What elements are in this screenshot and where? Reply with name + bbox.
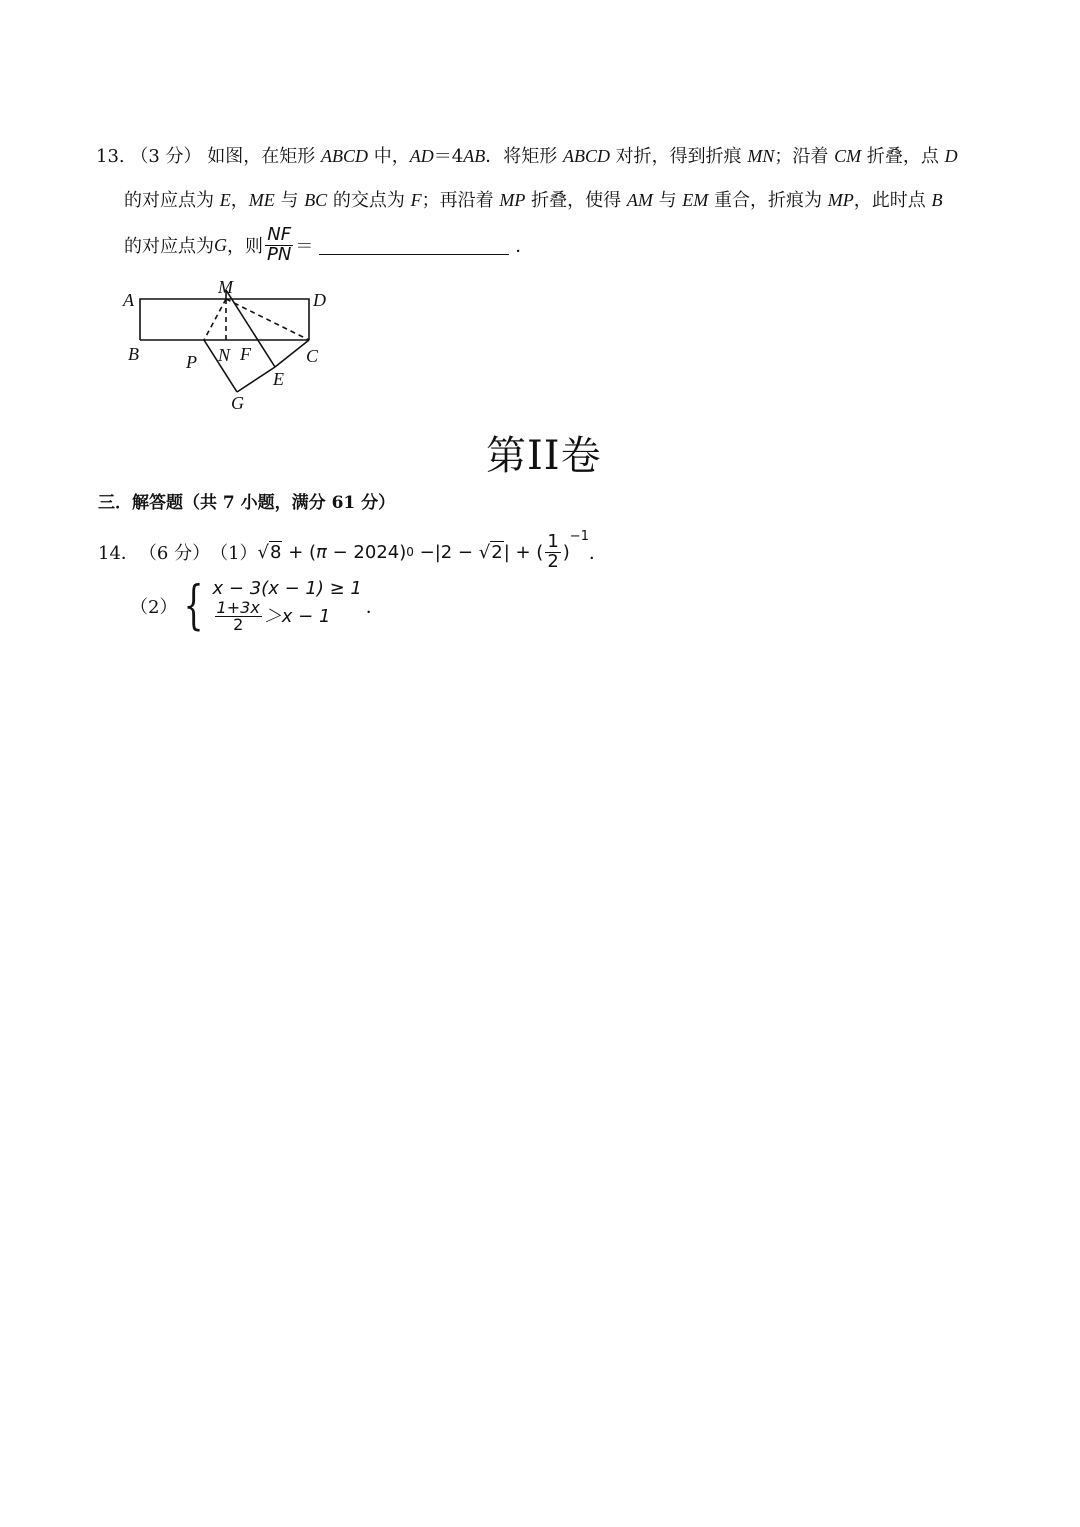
text: 如图，在矩形 [207, 146, 322, 167]
var: BC [304, 190, 328, 210]
expr: ) [562, 541, 570, 563]
inequality-1: x − 3(x − 1) ≥ 1 [212, 578, 362, 599]
q14-line1 [98, 528, 607, 572]
label-C: C [306, 346, 319, 366]
period: ． [365, 597, 384, 619]
fraction-numerator: 1+3x [216, 597, 260, 617]
var: ABCD [562, 146, 610, 166]
sqrt-sign: √ [478, 541, 491, 563]
exponent: −1 [569, 528, 589, 544]
sqrt-sign: √ [257, 541, 270, 563]
q14-number: 14． [98, 543, 139, 565]
inequality-fraction [215, 597, 262, 635]
q13-points: （3 分） [130, 146, 202, 167]
var: EM [682, 190, 709, 210]
period: ． [588, 543, 607, 565]
exponent: 0 [406, 545, 414, 560]
q14-points: （6 分） [138, 543, 211, 565]
text: 与 [652, 190, 683, 211]
label-A: A [123, 290, 134, 310]
text: 折叠，点 [861, 146, 945, 167]
rect-left-top [140, 299, 309, 340]
fraction-numerator: NF [267, 224, 292, 245]
line-fe [275, 340, 309, 367]
label-D: D [313, 290, 326, 310]
text: 重合，折痕为 [708, 190, 828, 211]
label-E: E [273, 369, 284, 389]
text: ．将矩形 [485, 146, 563, 167]
text: 的交点为 [327, 190, 411, 211]
expr: + ( [282, 541, 317, 563]
text: ；再沿着 [421, 190, 500, 211]
var: B [931, 190, 943, 210]
text: ；沿着 [774, 146, 835, 167]
text: 中， [368, 146, 410, 167]
fraction-numerator: 1 [547, 531, 559, 552]
text: ，此时点 [853, 190, 932, 211]
fraction-denominator: 2 [233, 615, 244, 635]
text: ＝4 [433, 146, 464, 167]
text: 与 [274, 190, 305, 211]
equals-sign: ＝ [295, 236, 314, 258]
label-M: M [218, 277, 233, 297]
pi-symbol: π [316, 541, 327, 563]
var: AD [409, 146, 434, 166]
inequality-system [177, 576, 362, 637]
q14-part1-label: （1） [210, 543, 258, 565]
var: F [410, 190, 422, 210]
answer-blank[interactable] [319, 236, 509, 255]
expr: −|2 − [413, 541, 479, 563]
text: ， [230, 190, 249, 211]
var: ME [248, 190, 275, 210]
q14-line2 [130, 576, 384, 637]
sqrt-radicand: 8 [270, 542, 282, 564]
fraction-denominator: PN [267, 243, 292, 265]
period: ． [515, 236, 534, 258]
label-B: B [128, 344, 139, 364]
expr: − 2024) [326, 541, 407, 563]
q13-figure [118, 276, 338, 416]
var: ABCD [321, 146, 369, 166]
var: CM [834, 146, 862, 166]
fraction-denominator: 2 [547, 550, 559, 572]
inequality-rhs: ＞x − 1 [263, 606, 331, 628]
q13-number: 13. [96, 146, 125, 167]
var: MP [827, 190, 854, 210]
label-N: N [218, 345, 231, 365]
var: MN [747, 146, 775, 166]
q14-part2-label: （2） [130, 597, 178, 619]
var: MP [499, 190, 526, 210]
var: E [219, 190, 231, 210]
section-title: 三．解答题（共 7 小题，满分 61 分） [98, 493, 396, 513]
var: G [214, 234, 227, 255]
left-brace-icon: { [184, 576, 204, 637]
label-G: G [231, 393, 244, 413]
line-mc-dashed [226, 299, 309, 340]
q13-line2 [124, 186, 942, 212]
line-ge [237, 367, 275, 392]
line-mp-dashed [204, 299, 226, 340]
expr: | + ( [503, 541, 544, 563]
volume-title: 第II卷 [486, 433, 602, 479]
var: AM [626, 190, 653, 210]
sqrt-radicand: 2 [491, 542, 503, 564]
inequality-2 [213, 597, 362, 635]
label-F: F [240, 344, 251, 364]
q13-line3 [124, 226, 533, 265]
text: ，则 [227, 236, 263, 258]
var: D [944, 146, 958, 166]
ratio-fraction [265, 226, 293, 265]
label-P: P [186, 352, 197, 372]
q13-line1 [96, 142, 958, 168]
text: 对折，得到折痕 [609, 146, 748, 167]
text: 的对应点为 [124, 236, 214, 258]
half-fraction [545, 533, 560, 572]
var: AB [463, 146, 486, 166]
text: 的对应点为 [124, 190, 220, 211]
text: 折叠，使得 [525, 190, 627, 211]
